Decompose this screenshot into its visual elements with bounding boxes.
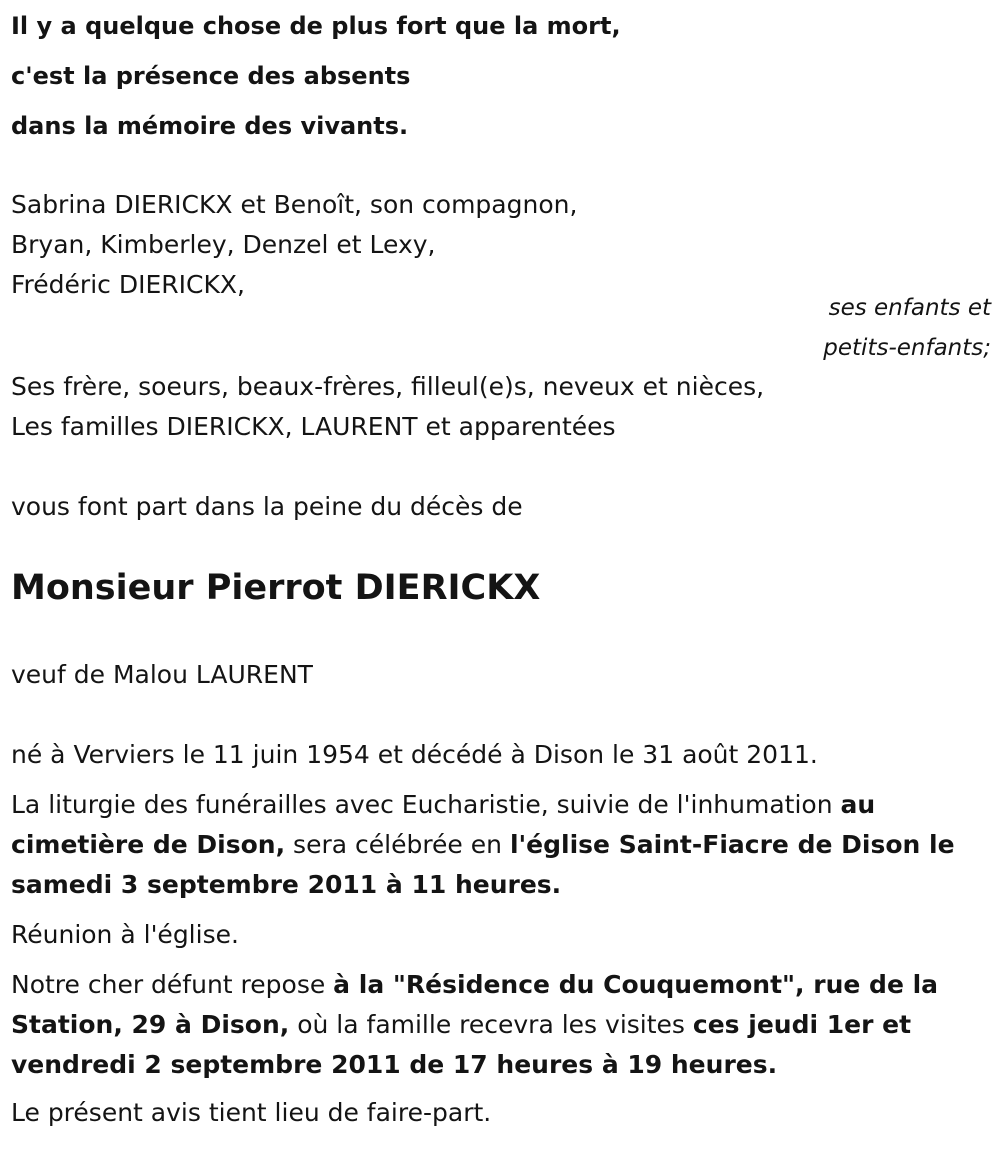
visitation-bold-1: à la "Résidence du Couquemont", rue de la Station, 29 à Dison, — [11, 970, 939, 1039]
visitation-text-1: Notre cher défunt repose — [11, 970, 334, 999]
funeral-text-2: sera célébrée en — [285, 830, 510, 859]
family-relation-note-2: petits-enfants; — [823, 335, 991, 361]
epigraph-line-1: Il y a quelque chose de plus fort que la mort, — [11, 12, 621, 40]
epigraph-line-2: c'est la présence des absents — [11, 62, 411, 90]
visitation-bold-2: ces jeudi 1er et vendredi 2 septembre 2011 de 17 heures à 19 heures. — [11, 1010, 912, 1079]
meeting-text: Réunion à l'église. — [11, 920, 239, 949]
announcement-text: vous font part dans la peine du décès de — [11, 492, 523, 521]
epigraph-line-3: dans la mémoire des vivants. — [11, 112, 409, 140]
family-line-3: Frédéric DIERICKX, — [11, 270, 245, 299]
visitation-paragraph — [11, 965, 991, 1085]
family-line-1: Sabrina DIERICKX et Benoît, son compagnon, — [11, 190, 578, 219]
funeral-paragraph — [11, 785, 991, 905]
birth-death-dates: né à Verviers le 11 juin 1954 et décédé à Dison le 31 août 2011. — [11, 740, 818, 769]
deceased-name: Monsieur Pierrot DIERICKX — [11, 568, 541, 608]
funeral-text-1: La liturgie des funérailles avec Eucharistie, suivie de l'inhumation — [11, 790, 841, 819]
spouse-text: veuf de Malou LAURENT — [11, 660, 313, 689]
funeral-bold-2: l'église Saint-Fiacre de Dison le samedi 3 septembre 2011 à 11 heures. — [11, 830, 955, 899]
family-relation-note-1: ses enfants et — [828, 295, 991, 321]
family-line-4: Ses frère, soeurs, beaux-frères, filleul(e)s, neveux et nièces, — [11, 372, 765, 401]
family-line-5: Les familles DIERICKX, LAURENT et apparentées — [11, 412, 616, 441]
visitation-text-2: où la famille recevra les visites — [289, 1010, 693, 1039]
funeral-bold-1: au cimetière de Dison, — [11, 790, 876, 859]
family-line-2: Bryan, Kimberley, Denzel et Lexy, — [11, 230, 436, 259]
closing-text: Le présent avis tient lieu de faire-part. — [11, 1098, 492, 1127]
